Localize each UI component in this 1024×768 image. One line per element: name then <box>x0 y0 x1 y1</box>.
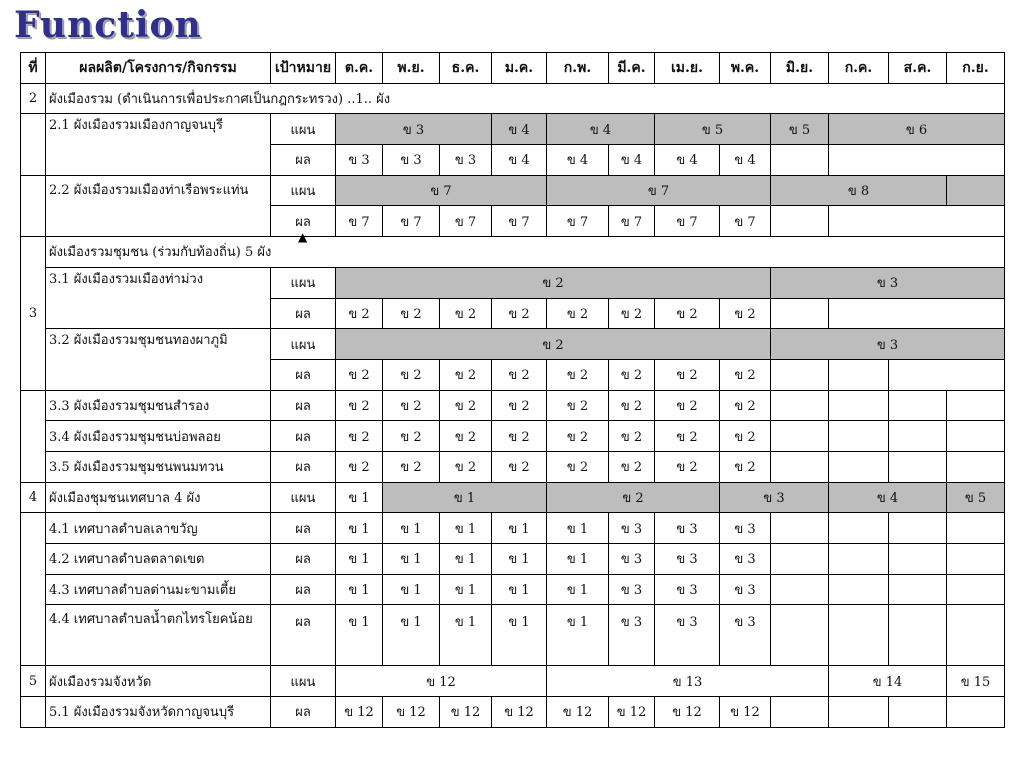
result-cell: ข 2 <box>547 421 609 452</box>
result-cell: ข 2 <box>383 359 440 390</box>
section-row <box>21 83 1005 114</box>
result-cell: ข 3 <box>383 145 440 176</box>
result-cell: ข 2 <box>383 421 440 452</box>
plan-cell: ข 4 <box>492 114 547 145</box>
result-cell: ข 12 <box>655 697 720 728</box>
month-feb: ก.พ. <box>547 53 609 84</box>
plan-cell: ข 1 <box>383 482 547 513</box>
section-number: 5 <box>21 666 46 697</box>
plan-cell: ข 15 <box>947 666 1005 697</box>
section-title: ผังเมืองรวมชุมชน (ร่วมกับท้องถิ่น) 5 ผัง <box>46 237 1005 268</box>
result-cell: ข 1 <box>492 574 547 605</box>
target-plan: แผน <box>271 114 336 145</box>
result-cell: ข 2 <box>492 298 547 329</box>
result-cell: ข 2 <box>492 359 547 390</box>
result-cell: ข 1 <box>547 605 609 666</box>
section-number: 3 <box>21 237 46 390</box>
result-cell: ข 1 <box>383 513 440 544</box>
result-cell: ข 3 <box>655 544 720 575</box>
result-cell: ข 2 <box>440 421 492 452</box>
section-number: 4 <box>21 482 46 513</box>
result-cell: ข 2 <box>655 390 720 421</box>
target-plan: แผน <box>271 329 336 360</box>
result-cell: ข 3 <box>609 544 655 575</box>
month-dec: ธ.ค. <box>440 53 492 84</box>
result-cell: ข 12 <box>336 697 383 728</box>
item-label: 3.1 ผังเมืองรวมเมืองท่าม่วง <box>46 267 271 328</box>
result-cell: ข 2 <box>336 421 383 452</box>
plan-cell: ข 3 <box>771 267 1005 298</box>
table-row <box>21 605 1005 666</box>
table-row <box>21 451 1005 482</box>
target-result: ผล <box>271 544 336 575</box>
item-label: 2.1 ผังเมืองรวมเมืองกาญจนบุรี <box>46 114 271 175</box>
col-no: ที่ <box>21 53 46 84</box>
result-cell: ข 1 <box>492 544 547 575</box>
result-cell: ข 1 <box>547 544 609 575</box>
result-cell: ข 2 <box>547 451 609 482</box>
result-cell: ข 2 <box>336 298 383 329</box>
month-mar: มี.ค. <box>609 53 655 84</box>
target-result: ผล <box>271 513 336 544</box>
plan-cell: ข 2 <box>547 482 720 513</box>
result-cell: ข 2 <box>720 390 771 421</box>
month-nov: พ.ย. <box>383 53 440 84</box>
table-row <box>21 175 1005 206</box>
result-cell: ข 1 <box>336 513 383 544</box>
header-row <box>21 53 1005 84</box>
result-cell: ข 3 <box>609 574 655 605</box>
plan-cell: ข 5 <box>947 482 1005 513</box>
month-jan: ม.ค. <box>492 53 547 84</box>
table-row <box>21 574 1005 605</box>
target-plan: แผน <box>271 267 336 298</box>
result-cell: ข 1 <box>492 605 547 666</box>
result-cell: ข 4 <box>492 145 547 176</box>
plan-cell: ข 3 <box>771 329 1005 360</box>
plan-cell: ข 3 <box>336 114 492 145</box>
result-cell: ข 12 <box>492 697 547 728</box>
result-cell: ข 2 <box>336 451 383 482</box>
table-row <box>21 390 1005 421</box>
month-apr: เม.ย. <box>655 53 720 84</box>
schedule-table <box>20 52 1005 728</box>
plan-cell: ข 14 <box>829 666 947 697</box>
result-cell: ข 2 <box>609 298 655 329</box>
target-result: ผล <box>271 574 336 605</box>
result-cell: ข 7 <box>720 206 771 237</box>
result-cell: ข 1 <box>383 605 440 666</box>
target-result: ผล <box>271 451 336 482</box>
table-row <box>21 329 1005 360</box>
result-cell: ข 1 <box>440 544 492 575</box>
target-result: ผล <box>271 206 336 237</box>
result-cell: ข 2 <box>383 390 440 421</box>
plan-cell: ข 5 <box>655 114 771 145</box>
table-row <box>21 421 1005 452</box>
target-result: ผล <box>271 390 336 421</box>
plan-cell: ข 6 <box>829 114 1005 145</box>
result-cell: ข 1 <box>440 513 492 544</box>
table-row <box>21 114 1005 145</box>
result-cell: ข 2 <box>609 359 655 390</box>
plan-cell: ข 2 <box>336 267 771 298</box>
plan-cell: ข 3 <box>720 482 829 513</box>
month-jul: ก.ค. <box>829 53 889 84</box>
section-title: ผังเมืองชุมชนเทศบาล 4 ผัง <box>46 482 271 513</box>
result-cell: ข 2 <box>547 390 609 421</box>
result-cell: ข 12 <box>383 697 440 728</box>
result-cell: ข 1 <box>383 544 440 575</box>
result-cell: ข 3 <box>655 513 720 544</box>
result-cell: ข 4 <box>609 145 655 176</box>
result-cell: ข 3 <box>655 605 720 666</box>
section-number: 2 <box>21 83 46 114</box>
result-cell: ข 7 <box>609 206 655 237</box>
result-cell: ข 3 <box>440 145 492 176</box>
result-cell: ข 2 <box>720 298 771 329</box>
result-cell: ข 2 <box>720 359 771 390</box>
result-cell: ข 12 <box>609 697 655 728</box>
table-row <box>21 267 1005 298</box>
result-cell: ข 2 <box>655 359 720 390</box>
result-cell: ข 2 <box>655 298 720 329</box>
plan-cell: ข 12 <box>336 666 547 697</box>
result-cell: ข 7 <box>440 206 492 237</box>
item-label: 5.1 ผังเมืองรวมจังหวัดกาญจนบุรี <box>46 697 271 728</box>
result-cell: ข 1 <box>336 544 383 575</box>
plan-cell: ข 5 <box>771 114 829 145</box>
result-cell: ข 3 <box>609 605 655 666</box>
result-cell: ข 7 <box>336 206 383 237</box>
result-cell: ข 3 <box>609 513 655 544</box>
page-title: Function <box>14 4 202 46</box>
result-cell: ข 3 <box>720 544 771 575</box>
result-cell: ข 3 <box>655 574 720 605</box>
result-cell: ข 2 <box>609 451 655 482</box>
result-cell: ข 2 <box>492 390 547 421</box>
result-cell: ข 1 <box>336 574 383 605</box>
section-row <box>21 482 1005 513</box>
table-row <box>21 513 1005 544</box>
plan-cell: ข 4 <box>829 482 947 513</box>
plan-cell: ข 1 <box>336 482 383 513</box>
item-label: 3.2 ผังเมืองรวมชุมชนทองผาภูมิ <box>46 329 271 390</box>
item-label: 4.2 เทศบาลตำบลตลาดเขต <box>46 544 271 575</box>
month-may: พ.ค. <box>720 53 771 84</box>
result-cell: ข 2 <box>492 451 547 482</box>
plan-cell: ข 2 <box>336 329 771 360</box>
item-label: 2.2 ผังเมืองรวมเมืองท่าเรือพระแท่น <box>46 175 271 236</box>
section-row <box>21 237 1005 268</box>
result-cell: ข 7 <box>655 206 720 237</box>
result-cell: ข 1 <box>336 605 383 666</box>
col-target: เป้าหมาย <box>271 53 336 84</box>
section-title: ผังเมืองรวมจังหวัด <box>46 666 271 697</box>
item-label: 4.4 เทศบาลตำบลน้ำตกไทรโยคน้อย <box>46 605 271 666</box>
month-jun: มิ.ย. <box>771 53 829 84</box>
item-label: 4.3 เทศบาลตำบลด่านมะขามเตี้ย <box>46 574 271 605</box>
result-cell: ข 3 <box>720 574 771 605</box>
section-row <box>21 666 1005 697</box>
month-aug: ส.ค. <box>889 53 947 84</box>
result-cell: ข 2 <box>383 451 440 482</box>
result-cell: ข 2 <box>440 359 492 390</box>
target-result: ผล <box>271 145 336 176</box>
target-result: ผล <box>271 605 336 666</box>
result-cell: ข 3 <box>336 145 383 176</box>
result-cell: ข 2 <box>547 298 609 329</box>
result-cell: ข 2 <box>720 421 771 452</box>
target-plan: แผน <box>271 175 336 206</box>
result-cell: ข 4 <box>655 145 720 176</box>
result-cell: ข 2 <box>720 451 771 482</box>
result-cell: ข 4 <box>720 145 771 176</box>
plan-cell: ข 13 <box>547 666 829 697</box>
result-cell: ข 7 <box>547 206 609 237</box>
result-cell: ข 2 <box>609 390 655 421</box>
result-cell: ข 2 <box>383 298 440 329</box>
table-row <box>21 697 1005 728</box>
result-cell: ข 1 <box>440 605 492 666</box>
result-cell: ข 2 <box>492 421 547 452</box>
result-cell: ข 2 <box>440 298 492 329</box>
result-cell: ข 2 <box>609 421 655 452</box>
target-result: ผล <box>271 359 336 390</box>
triangle-marker-icon: ▲ <box>298 230 308 244</box>
month-sep: ก.ย. <box>947 53 1005 84</box>
result-cell: ข 1 <box>547 513 609 544</box>
result-cell: ข 7 <box>383 206 440 237</box>
target-result: ผล <box>271 298 336 329</box>
plan-cell: ข 7 <box>336 175 547 206</box>
item-label: 3.5 ผังเมืองรวมชุมชนพนมทวน <box>46 451 271 482</box>
result-cell: ข 12 <box>720 697 771 728</box>
result-cell: ข 2 <box>440 451 492 482</box>
item-label: 3.4 ผังเมืองรวมชุมชนบ่อพลอย <box>46 421 271 452</box>
result-cell: ข 12 <box>440 697 492 728</box>
result-cell: ข 3 <box>720 605 771 666</box>
plan-cell: ข 7 <box>547 175 771 206</box>
month-oct: ต.ค. <box>336 53 383 84</box>
result-cell: ข 3 <box>720 513 771 544</box>
result-cell: ข 2 <box>440 390 492 421</box>
result-cell: ข 2 <box>655 451 720 482</box>
plan-cell: ข 8 <box>771 175 947 206</box>
result-cell: ข 4 <box>547 145 609 176</box>
result-cell: ข 1 <box>383 574 440 605</box>
col-item: ผลผลิต/โครงการ/กิจกรรม <box>46 53 271 84</box>
item-label: 3.3 ผังเมืองรวมชุมชนสำรอง <box>46 390 271 421</box>
result-cell: ข 1 <box>440 574 492 605</box>
result-cell: ข 7 <box>492 206 547 237</box>
result-cell: ข 12 <box>547 697 609 728</box>
target-plan: แผน <box>271 666 336 697</box>
result-cell: ข 2 <box>336 390 383 421</box>
item-label: 4.1 เทศบาลตำบลเลาขวัญ <box>46 513 271 544</box>
result-cell: ข 1 <box>492 513 547 544</box>
target-plan: แผน <box>271 482 336 513</box>
result-cell: ข 2 <box>336 359 383 390</box>
table-row <box>21 544 1005 575</box>
target-result: ผล <box>271 697 336 728</box>
target-result: ผล <box>271 421 336 452</box>
result-cell: ข 2 <box>547 359 609 390</box>
result-cell: ข 2 <box>655 421 720 452</box>
result-cell: ข 1 <box>547 574 609 605</box>
plan-cell: ข 4 <box>547 114 655 145</box>
section-title: ผังเมืองรวม (ดำเนินการเพื่อประกาศเป็นกฎกระทรวง) ..1.. ผัง <box>46 83 1005 114</box>
